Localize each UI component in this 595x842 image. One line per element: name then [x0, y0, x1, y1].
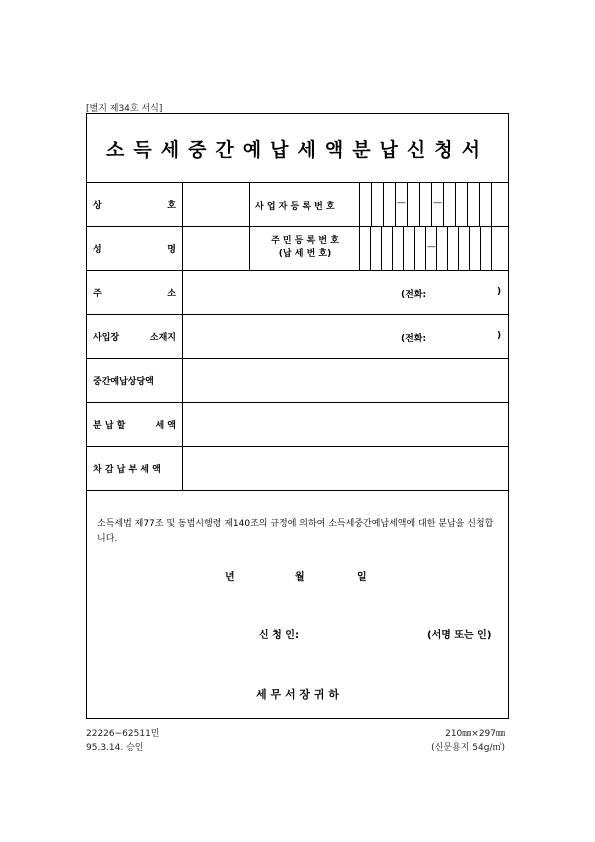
digit-separator	[414, 227, 415, 270]
date-year: 년	[225, 572, 235, 583]
workplace-field[interactable]	[183, 315, 510, 358]
name-label-left: 성	[93, 245, 102, 255]
addressee: 세 무 서 장 귀 하	[256, 688, 339, 701]
digit-separator	[467, 183, 468, 226]
address-label-left: 주	[93, 289, 102, 299]
trade-name-field[interactable]	[183, 183, 249, 226]
trade-name-label-left: 상	[93, 201, 102, 211]
digit-separator	[455, 183, 456, 226]
digit-separator	[407, 183, 408, 226]
workplace-phone-label: (전화:	[401, 334, 427, 344]
workplace-label	[87, 315, 183, 358]
paper-type: (신문용지 54g/㎡)	[431, 743, 505, 753]
net-payment-row	[87, 446, 508, 490]
digit-separator	[480, 227, 481, 270]
approval-date: 95.3.14. 승인	[86, 743, 144, 753]
digit-separator	[458, 227, 459, 270]
applicant-label: 신 청 인:	[259, 630, 299, 641]
digit-separator	[381, 227, 382, 270]
biz-reg-label: 사 업 자 등 록 번 호	[255, 202, 335, 212]
digit-separator	[403, 227, 404, 270]
installment-label	[87, 403, 183, 446]
signature-note: (서명 또는 인)	[427, 630, 492, 641]
address-phone-label: (전화:	[401, 290, 427, 300]
digit-separator	[371, 183, 372, 226]
installment-row	[87, 402, 508, 446]
workplace-phone-close: )	[497, 331, 502, 341]
biz-reg-number-field[interactable]	[359, 183, 509, 226]
name-row	[87, 226, 508, 270]
address-label	[87, 271, 183, 314]
divider	[249, 227, 250, 270]
workplace-label-left: 사입장	[93, 333, 120, 343]
digit-separator	[479, 183, 480, 226]
workplace-row	[87, 314, 508, 358]
address-field[interactable]	[183, 271, 510, 314]
section-divider	[87, 490, 508, 491]
biz-reg-dash: —	[433, 198, 442, 208]
digit-separator	[392, 227, 393, 270]
digit-separator	[431, 183, 432, 226]
address-label-right: 소	[167, 289, 176, 299]
application-statement: 소득세법 제77조 및 동법시행령 제140조의 규정에 의하여 소득세중간예납세액에 대한 분납을 신청합니다.	[97, 519, 494, 544]
resident-number-dash: —	[427, 242, 436, 252]
digit-separator	[425, 227, 426, 270]
resident-number-label-line1: 주 민 등 록 번 호	[271, 236, 339, 246]
date-day: 일	[357, 572, 367, 583]
trade-name-label-right: 호	[167, 201, 176, 211]
date-month: 월	[295, 572, 305, 583]
name-field[interactable]	[183, 227, 249, 270]
digit-separator	[469, 227, 470, 270]
address-phone-close: )	[497, 287, 502, 297]
digit-separator	[383, 183, 384, 226]
trade-name-row	[87, 182, 508, 226]
installment-label-right: 세 액	[155, 421, 176, 431]
divider	[249, 183, 250, 226]
form-reference: [별지 제34호 서식]	[86, 104, 163, 114]
resident-number-label	[253, 235, 357, 261]
interim-amount-row	[87, 358, 508, 402]
digit-separator	[491, 183, 492, 226]
installment-label-left: 분 납 할	[93, 421, 126, 431]
digit-separator	[370, 227, 371, 270]
interim-amount-field[interactable]	[183, 359, 510, 402]
application-form	[86, 113, 509, 719]
biz-reg-dash: —	[397, 198, 406, 208]
name-label-right: 명	[167, 245, 176, 255]
address-row	[87, 270, 508, 314]
form-title: 소득세중간예납세액분납신청서	[106, 138, 489, 161]
workplace-label-right: 소재지	[149, 333, 176, 343]
installment-field[interactable]	[183, 403, 510, 446]
net-payment-field[interactable]	[183, 447, 510, 490]
name-label	[87, 227, 183, 270]
trade-name-label	[87, 183, 183, 226]
digit-separator	[419, 183, 420, 226]
digit-separator	[436, 227, 437, 270]
net-payment-label: 차 감 납 부 세 액	[87, 447, 183, 490]
paper-size: 210㎜×297㎜	[445, 729, 505, 739]
digit-separator	[491, 227, 492, 270]
digit-separator	[395, 183, 396, 226]
digit-separator	[447, 227, 448, 270]
resident-number-label-line2: (납 세 번 호)	[278, 249, 332, 259]
resident-number-field[interactable]	[359, 227, 509, 270]
digit-separator	[443, 183, 444, 226]
interim-amount-label: 중간예납상당액	[87, 359, 183, 402]
form-code: 22226−62511민	[86, 729, 160, 739]
